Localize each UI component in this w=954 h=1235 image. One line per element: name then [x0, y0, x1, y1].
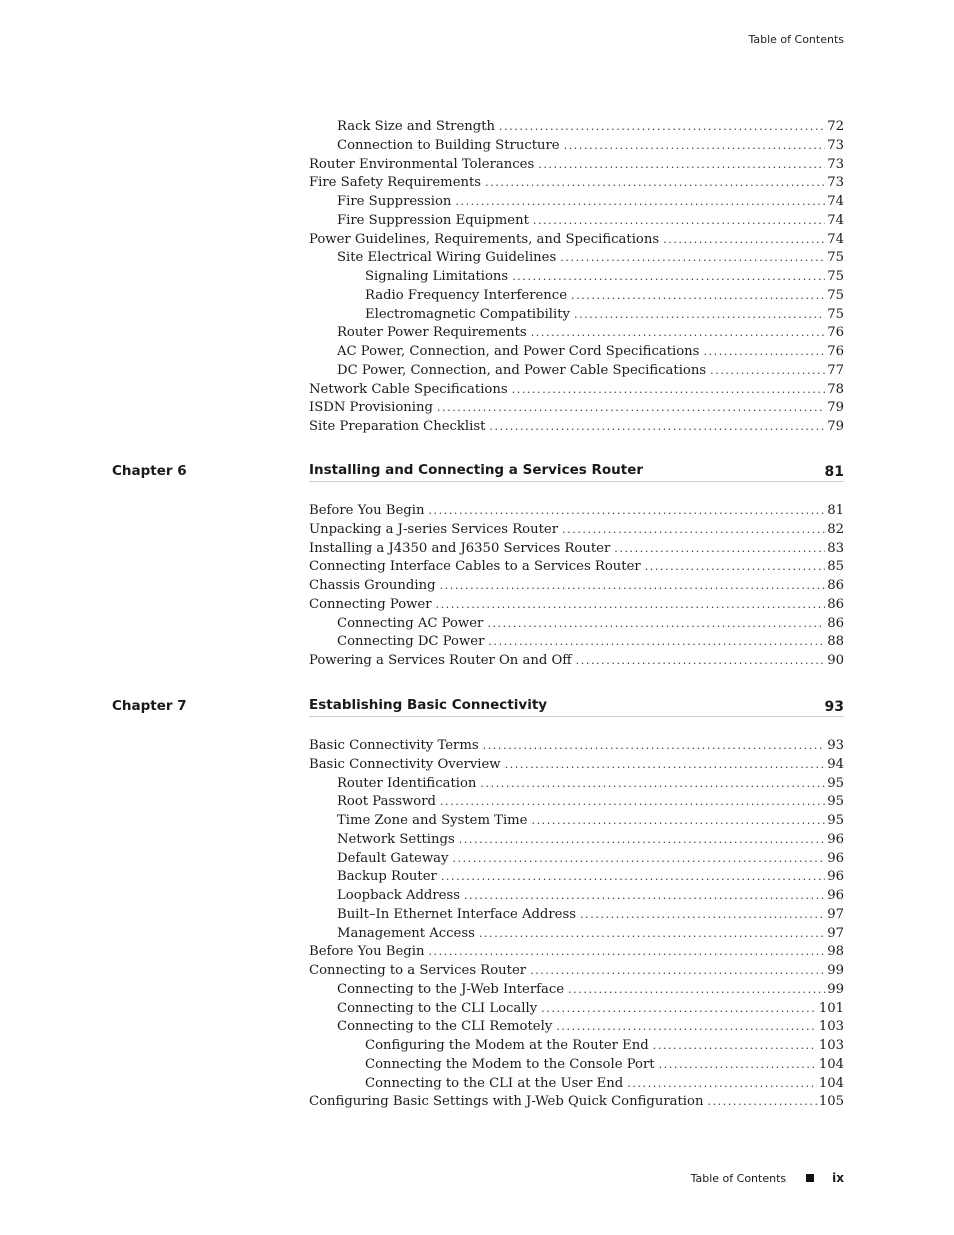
dot-leader: [440, 793, 825, 812]
toc-entry-page: 97: [827, 925, 844, 941]
toc-entry-page: 95: [827, 794, 844, 810]
toc-entry[interactable]: [309, 633, 844, 652]
dot-leader: [580, 906, 825, 925]
dot-leader: [659, 1056, 817, 1075]
toc-entry[interactable]: [309, 362, 844, 381]
toc-entry-page: 98: [827, 944, 844, 960]
toc-entry-page: 104: [818, 1075, 844, 1091]
toc-entry-page: 78: [827, 381, 844, 397]
toc-entry-page: 73: [827, 175, 844, 191]
dot-leader: [531, 324, 826, 343]
toc-entry-title: Configuring Basic Settings with J-Web Quick Configuration: [309, 1094, 704, 1110]
toc-entry[interactable]: [309, 1018, 844, 1037]
dot-leader: [533, 212, 825, 231]
toc-entry[interactable]: [309, 381, 844, 400]
dot-leader: [512, 381, 826, 400]
toc-entry[interactable]: [309, 249, 844, 268]
toc-entry-title: AC Power, Connection, and Power Cord Specifications: [337, 344, 700, 359]
footer-label: Table of Contents: [690, 1171, 787, 1185]
dot-leader: [703, 343, 825, 362]
toc-entry-page: 97: [827, 906, 844, 922]
toc-entry-title: Site Electrical Wiring Guidelines: [337, 250, 557, 266]
toc-entry-title: DC Power, Connection, and Power Cable Specifications: [337, 362, 707, 378]
toc-entry[interactable]: [309, 868, 844, 887]
toc-entry[interactable]: [309, 577, 844, 596]
toc-entry-title: Basic Connectivity Terms: [309, 738, 479, 753]
toc-entry-title: Radio Frequency Interference: [365, 287, 567, 303]
toc-entry[interactable]: [309, 906, 844, 925]
toc-entry-title: Default Gateway: [337, 850, 449, 866]
toc-entry[interactable]: [309, 324, 844, 343]
toc-entry[interactable]: [309, 775, 844, 794]
dot-leader: [452, 850, 825, 869]
dot-leader: [499, 118, 825, 137]
toc-entry-title: Network Settings: [337, 831, 455, 847]
toc-entry-page: 90: [827, 653, 844, 668]
toc-entry-title: Connecting Interface Cables to a Services Router: [309, 559, 641, 575]
toc-entry[interactable]: [309, 943, 844, 962]
toc-entry[interactable]: [309, 268, 844, 287]
dot-leader: [571, 287, 825, 306]
toc-entry-title: Power Guidelines, Requirements, and Specifications: [309, 231, 660, 247]
toc-entry-title: Connection to Building Structure: [337, 137, 560, 153]
dot-leader: [710, 362, 825, 381]
toc-entry[interactable]: [309, 812, 844, 831]
toc-entry-title: Basic Connectivity Overview: [309, 756, 501, 772]
dot-leader: [556, 1018, 817, 1037]
dot-leader: [428, 943, 825, 962]
chapter-6-label: Chapter 6: [112, 463, 187, 479]
dot-leader: [541, 1000, 817, 1019]
toc-entry-title: Connecting to the J-Web Interface: [337, 981, 565, 997]
toc-entry[interactable]: [309, 521, 844, 540]
toc-entry-page: 72: [827, 119, 844, 134]
dot-leader: [574, 306, 825, 325]
dot-leader: [440, 577, 826, 596]
toc-entry-title: Site Preparation Checklist: [309, 419, 486, 434]
toc-entry[interactable]: [309, 596, 844, 615]
toc-entry-page: 82: [827, 521, 844, 537]
toc-entry[interactable]: [309, 831, 844, 850]
dot-leader: [489, 418, 825, 437]
dot-leader: [576, 652, 826, 671]
toc-entry-page: 76: [827, 344, 844, 359]
toc-entry[interactable]: [309, 540, 844, 559]
dot-leader: [614, 540, 825, 559]
toc-entry-title: Connecting to the CLI at the User End: [365, 1075, 624, 1091]
toc-entry[interactable]: [309, 287, 844, 306]
toc-entry-page: 75: [827, 306, 844, 322]
toc-entry-title: Connecting to the CLI Locally: [337, 1000, 538, 1016]
toc-entry[interactable]: [309, 756, 844, 775]
toc-entry-title: Connecting to the CLI Remotely: [337, 1019, 553, 1035]
toc-entry-title: Connecting to a Services Router: [309, 963, 527, 978]
toc-entry-page: 95: [827, 813, 844, 828]
toc-entry[interactable]: [309, 558, 844, 577]
dot-leader: [562, 521, 825, 540]
chapter-7-page: 93: [824, 699, 844, 715]
dot-leader: [568, 981, 825, 1000]
toc-entry[interactable]: [309, 981, 844, 1000]
toc-entry[interactable]: [309, 418, 844, 437]
toc-entry-page: 79: [827, 400, 844, 416]
toc-entry-title: Network Cable Specifications: [309, 381, 508, 397]
toc-entry-page: 74: [827, 212, 844, 228]
toc-entry-page: 105: [818, 1094, 844, 1110]
toc-entry-title: Loopback Address: [337, 888, 461, 903]
toc-entry-page: 83: [827, 540, 844, 556]
running-header: Table of Contents: [748, 33, 844, 46]
page-number: ix: [832, 1171, 844, 1185]
dot-leader: [531, 812, 825, 831]
dot-leader: [627, 1075, 817, 1094]
dot-leader: [505, 756, 826, 775]
dot-leader: [479, 925, 825, 944]
toc-entry-page: 86: [827, 615, 844, 631]
dot-leader: [428, 502, 825, 521]
toc-entry[interactable]: [309, 1056, 844, 1075]
chapter-6-title: Installing and Connecting a Services Router: [309, 462, 644, 478]
toc-entry-page: 99: [827, 981, 844, 997]
toc-entry-title: Signaling Limitations: [365, 269, 509, 284]
toc-entry[interactable]: [309, 850, 844, 869]
dot-leader: [455, 193, 825, 212]
toc-entry-title: Router Power Requirements: [337, 325, 527, 341]
toc-entry-page: 73: [827, 137, 844, 153]
chapter-6-heading[interactable]: [309, 462, 844, 482]
toc-entry[interactable]: [309, 306, 844, 325]
toc-entry-title: ISDN Provisioning: [309, 400, 433, 416]
toc-entry-page: 75: [827, 250, 844, 266]
toc-entry-page: 85: [827, 559, 844, 575]
toc-entry[interactable]: [309, 793, 844, 812]
toc-entry[interactable]: [309, 193, 844, 212]
toc-entry-title: Connecting DC Power: [337, 634, 485, 650]
toc-entry[interactable]: [309, 174, 844, 193]
dot-leader: [464, 887, 825, 906]
toc-entry-page: 96: [827, 869, 844, 885]
toc-chapter-7-entries: [309, 737, 844, 1112]
toc-entry-page: 86: [827, 578, 844, 593]
dot-leader: [645, 558, 826, 577]
toc-entry-page: 93: [827, 738, 844, 753]
toc-entry[interactable]: [309, 652, 844, 671]
toc-entry-page: 94: [827, 756, 844, 772]
toc-entry-title: Fire Suppression Equipment: [337, 212, 529, 228]
dot-leader: [441, 868, 825, 887]
toc-entry-title: Router Environmental Tolerances: [309, 156, 535, 172]
dot-leader: [560, 249, 825, 268]
toc-entry[interactable]: [309, 737, 844, 756]
dot-leader: [564, 137, 826, 156]
toc-entry[interactable]: [309, 137, 844, 156]
toc-entry-page: 103: [818, 1038, 844, 1053]
toc-entry-title: Powering a Services Router On and Off: [309, 653, 572, 668]
toc-entry-page: 77: [827, 362, 844, 378]
dot-leader: [538, 156, 825, 175]
toc-entry-title: Rack Size and Strength: [337, 119, 496, 134]
dot-leader: [530, 962, 825, 981]
toc-section-site-preparation: [309, 118, 844, 437]
dot-leader: [487, 615, 825, 634]
page-footer: [691, 1171, 844, 1185]
toc-entry[interactable]: [309, 1037, 844, 1056]
toc-entry[interactable]: [309, 156, 844, 175]
chapter-7-title: Establishing Basic Connectivity: [309, 697, 548, 713]
toc-entry[interactable]: [309, 212, 844, 231]
toc-entry-title: Built–In Ethernet Interface Address: [337, 906, 577, 922]
toc-entry-title: Unpacking a J-series Services Router: [309, 521, 559, 537]
toc-entry-page: 104: [818, 1056, 844, 1072]
toc-chapter-6-entries: [309, 502, 844, 671]
dot-leader: [437, 399, 825, 418]
toc-entry-page: 75: [827, 269, 844, 284]
toc-entry-title: Before You Begin: [309, 944, 425, 960]
toc-entry-title: Fire Safety Requirements: [309, 175, 482, 191]
toc-entry-page: 74: [827, 194, 844, 209]
dot-leader: [488, 633, 825, 652]
dot-leader: [436, 596, 826, 615]
toc-entry-title: Configuring the Modem at the Router End: [365, 1038, 649, 1053]
dot-leader: [663, 231, 825, 250]
toc-entry-page: 75: [827, 287, 844, 303]
toc-entry[interactable]: [309, 1000, 844, 1019]
chapter-7-heading[interactable]: [309, 697, 844, 717]
toc-entry[interactable]: [309, 118, 844, 137]
toc-entry-page: 79: [827, 419, 844, 434]
toc-entry[interactable]: [309, 231, 844, 250]
toc-entry-page: 76: [827, 325, 844, 341]
dot-leader: [483, 737, 826, 756]
toc-entry[interactable]: [309, 399, 844, 418]
dot-leader: [485, 174, 825, 193]
dot-leader: [653, 1037, 817, 1056]
toc-entry-title: Connecting AC Power: [337, 615, 484, 631]
toc-entry[interactable]: [309, 343, 844, 362]
toc-entry-title: Before You Begin: [309, 503, 425, 518]
toc-entry-title: Router Identification: [337, 775, 477, 791]
toc-entry-page: 96: [827, 888, 844, 903]
toc-entry-page: 86: [827, 596, 844, 612]
toc-entry-title: Backup Router: [337, 869, 437, 885]
toc-entry-title: Management Access: [337, 925, 475, 941]
toc-entry-title: Time Zone and System Time: [337, 813, 528, 828]
toc-entry[interactable]: [309, 502, 844, 521]
toc-entry[interactable]: [309, 887, 844, 906]
toc-entry-title: Chassis Grounding: [309, 578, 436, 593]
dot-leader: [707, 1093, 816, 1112]
toc-entry-page: 96: [827, 831, 844, 847]
toc-entry[interactable]: [309, 1075, 844, 1094]
toc-entry[interactable]: [309, 1093, 844, 1112]
toc-entry[interactable]: [309, 962, 844, 981]
toc-entry-page: 88: [827, 634, 844, 650]
dot-leader: [459, 831, 826, 850]
square-bullet-icon: [806, 1174, 814, 1182]
toc-entry-page: 81: [827, 503, 844, 518]
toc-entry-page: 74: [827, 231, 844, 247]
toc-entry-title: Connecting the Modem to the Console Port: [365, 1056, 655, 1072]
toc-entry[interactable]: [309, 615, 844, 634]
chapter-7-label: Chapter 7: [112, 698, 187, 714]
dot-leader: [512, 268, 825, 287]
toc-entry-title: Connecting Power: [309, 596, 432, 612]
dot-leader: [480, 775, 825, 794]
toc-entry-page: 73: [827, 156, 844, 172]
toc-entry-title: Root Password: [337, 794, 436, 810]
toc-entry-page: 103: [818, 1019, 844, 1035]
toc-entry-title: Electromagnetic Compatibility: [365, 306, 570, 322]
toc-entry-title: Fire Suppression: [337, 194, 452, 209]
toc-entry-page: 99: [827, 963, 844, 978]
toc-entry-page: 96: [827, 850, 844, 866]
chapter-6-page: 81: [824, 464, 844, 480]
toc-entry-title: Installing a J4350 and J6350 Services Router: [309, 540, 611, 556]
toc-entry-page: 101: [818, 1000, 844, 1016]
toc-entry[interactable]: [309, 925, 844, 944]
toc-entry-page: 95: [827, 775, 844, 791]
